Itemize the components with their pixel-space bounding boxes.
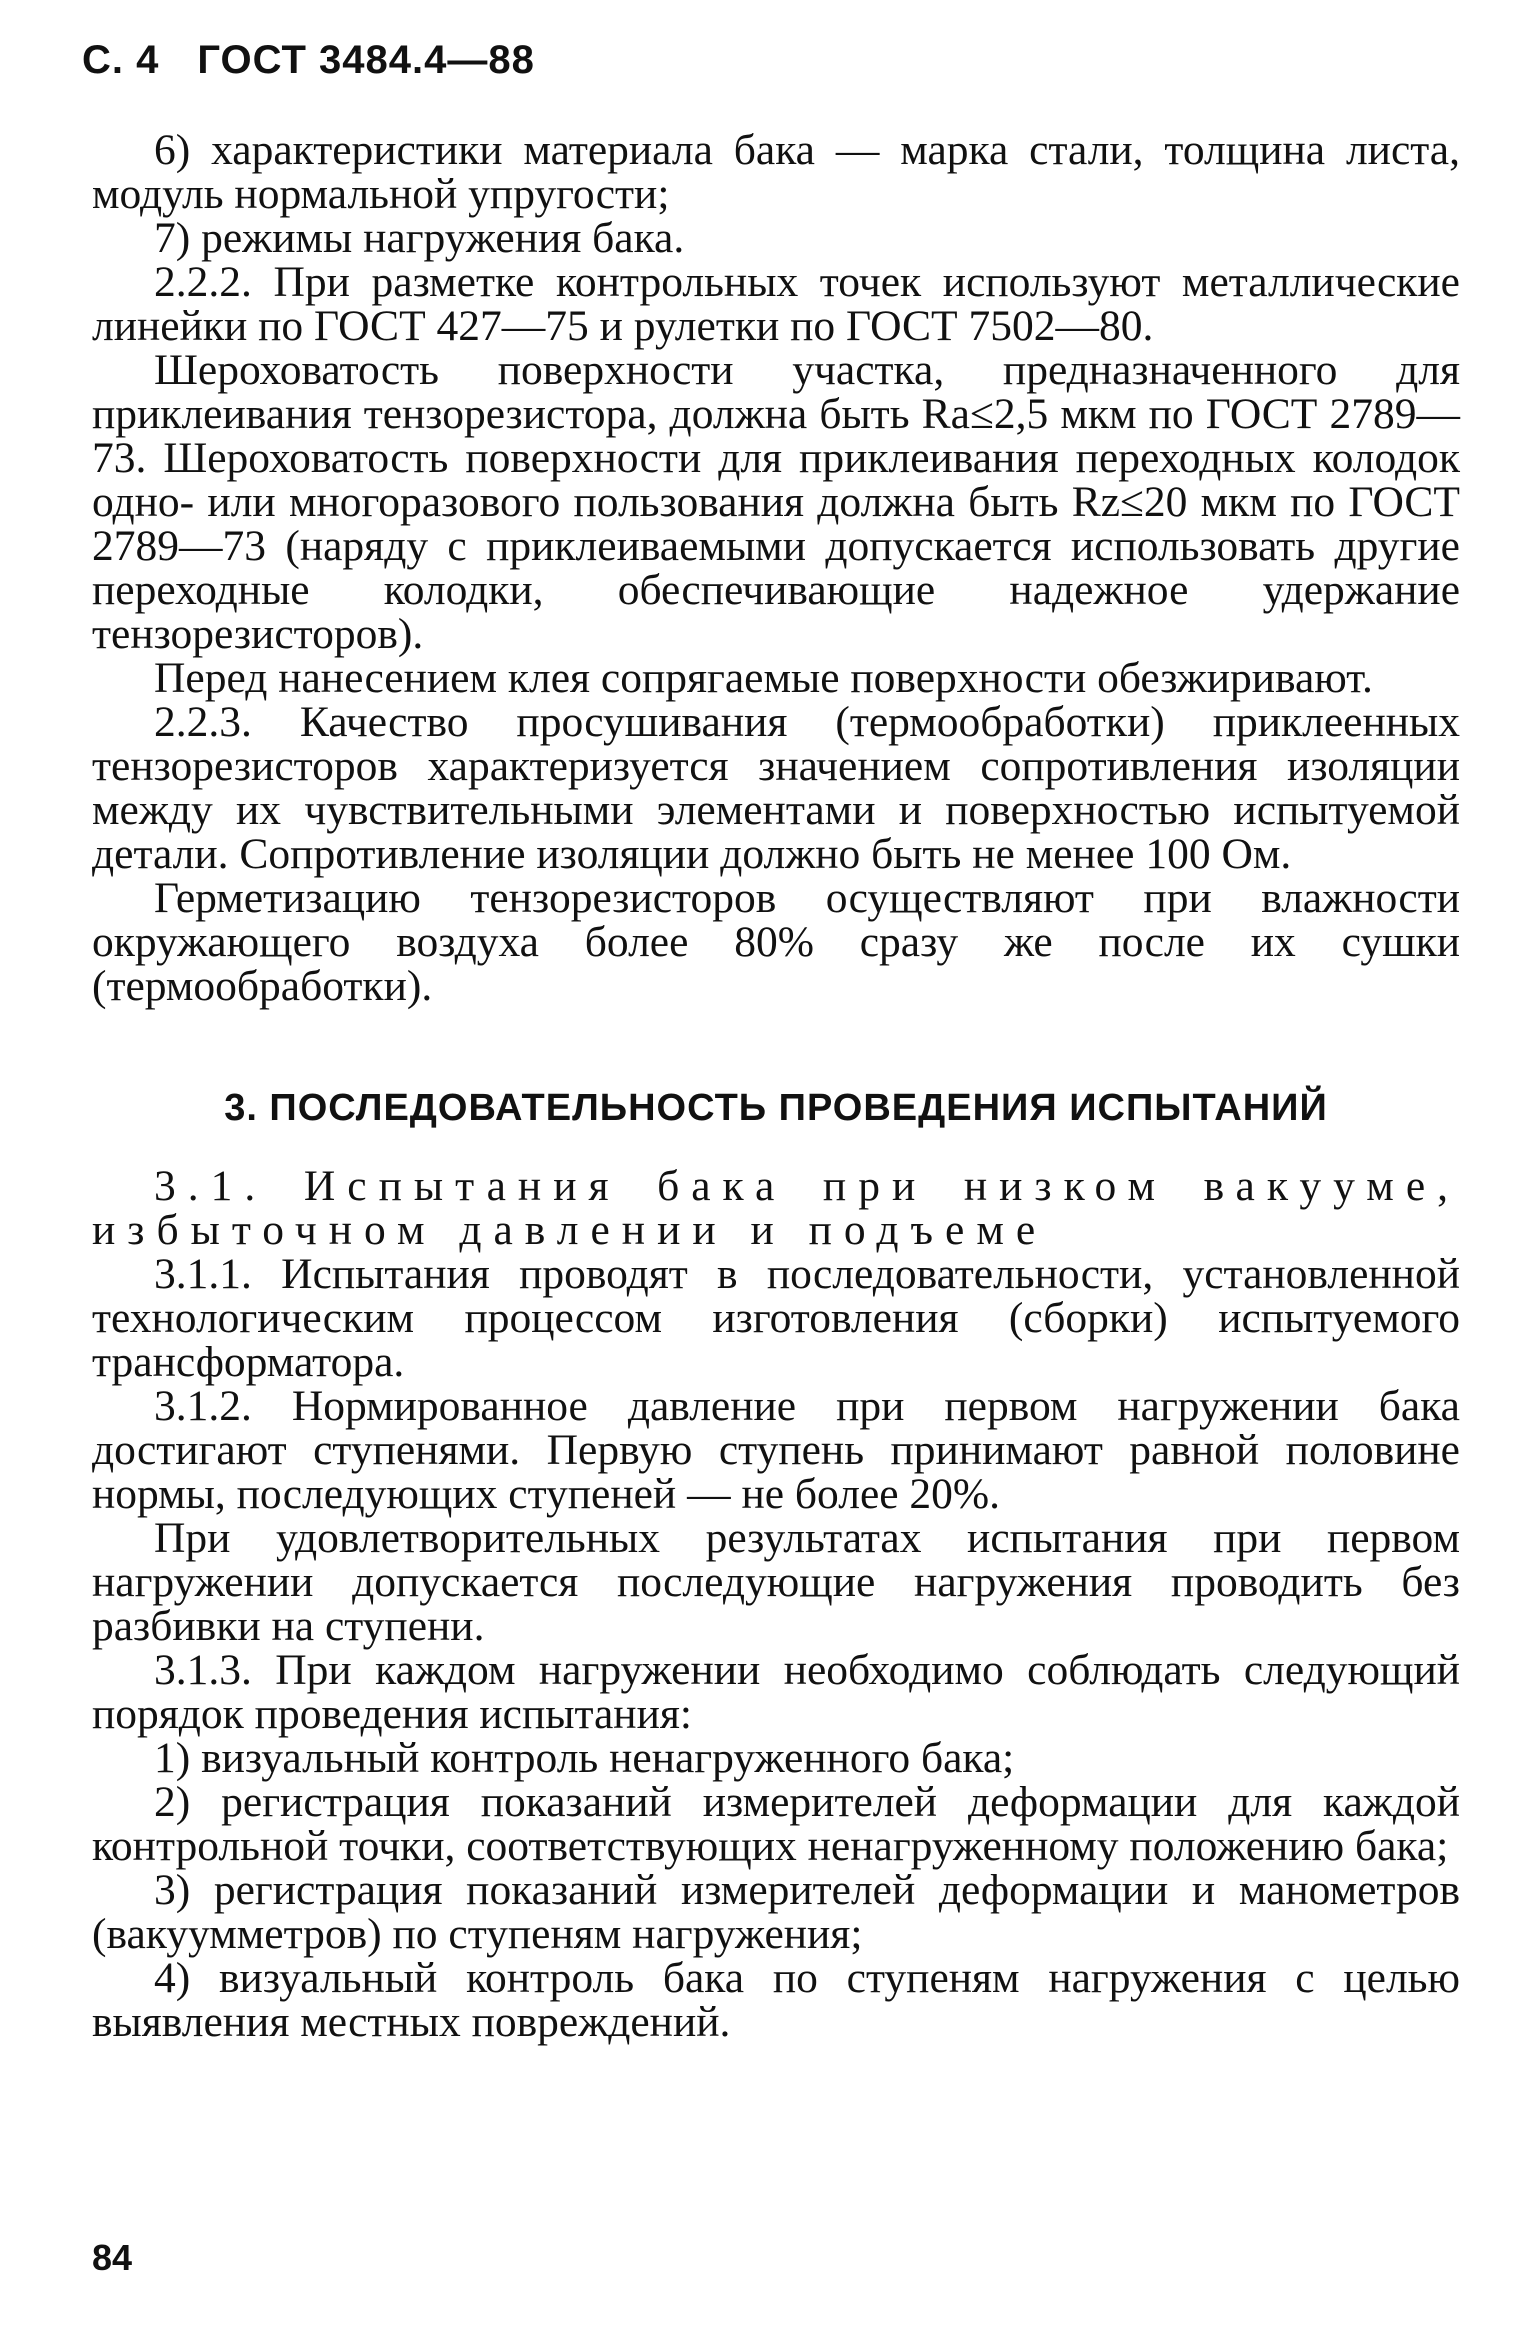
- paragraph: При удовлетворительных результатах испытания при первом нагружении допускается последующие нагружения проводить без разбивки на ступени.: [92, 1514, 1460, 1650]
- list-item: 2) регистрация показаний измерителей деформации для каждой контрольной точки, соответствующих ненагруженному положению бака;: [92, 1778, 1460, 1870]
- list-item: 4) визуальный контроль бака по ступеням нагружения с целью выявления местных повреждений.: [92, 1954, 1460, 2046]
- page-body: [92, 128, 1460, 2044]
- paragraph: 3.1.3. При каждом нагружении необходимо соблюдать следующий порядок проведения испытания:: [92, 1646, 1460, 1738]
- standard-code: ГОСТ 3484.4—88: [197, 38, 535, 82]
- paragraph: 3.1.1. Испытания проводят в последовательности, установленной технологическим процессом изготовления (сборки) испытуемого трансформатора.: [92, 1250, 1460, 1386]
- paragraph: 3.1.2. Нормированное давление при первом нагружении бака достигают ступенями. Первую ступень принимают равной половине нормы, последующих ступеней — не более 20%.: [92, 1382, 1460, 1518]
- paragraph: 7) режимы нагружения бака.: [154, 214, 685, 262]
- paragraph: 2.2.2. При разметке контрольных точек используют металлические линейки по ГОСТ 427—75 и рулетки по ГОСТ 7502—80.: [92, 258, 1460, 350]
- paragraph: Перед нанесением клея сопрягаемые поверхности обезжиривают.: [154, 654, 1373, 702]
- paragraph: Шероховатость поверхности участка, предназначенного для приклеивания тензорезистора, должна быть Ra≤2,5 мкм по ГОСТ 2789—73. Шероховатость поверхности для приклеивания переходных колодок одно- или многоразового пользования должна быть Rz≤20 мкм по ГОСТ 2789—73 (наряду с приклеиваемыми допускается использовать другие переходные колодки, обеспечивающие надежное удержание тензорезисторов).: [92, 346, 1460, 658]
- page-label: С. 4: [82, 38, 160, 82]
- page-header: [82, 38, 573, 83]
- list-item: 3) регистрация показаний измерителей деформации и манометров (вакуумметров) по ступеням нагружения;: [92, 1866, 1460, 1958]
- paragraph: 2.2.3. Качество просушивания (термообработки) приклеенных тензорезисторов характеризуется значением сопротивления изоляции между их чувствительными элементами и поверхностью испытуемой детали. Сопротивление изоляции должно быть не менее 100 Ом.: [92, 698, 1460, 878]
- page-number: 84: [92, 2237, 133, 2278]
- paragraph: 6) характеристики материала бака — марка стали, толщина листа, модуль нормальной упругости;: [92, 126, 1460, 218]
- section-subtitle: 3.1. Испытания бака при низком вакууме, избыточном давлении и подъеме: [92, 1162, 1460, 1254]
- list-item: 1) визуальный контроль ненагруженного бака;: [154, 1734, 1015, 1782]
- paragraph: Герметизацию тензорезисторов осуществляют при влажности окружающего воздуха более 80% сразу же после их сушки (термообработки).: [92, 874, 1460, 1010]
- section-title: 3. ПОСЛЕДОВАТЕЛЬНОСТЬ ПРОВЕДЕНИЯ ИСПЫТАНИЙ: [224, 1087, 1328, 1129]
